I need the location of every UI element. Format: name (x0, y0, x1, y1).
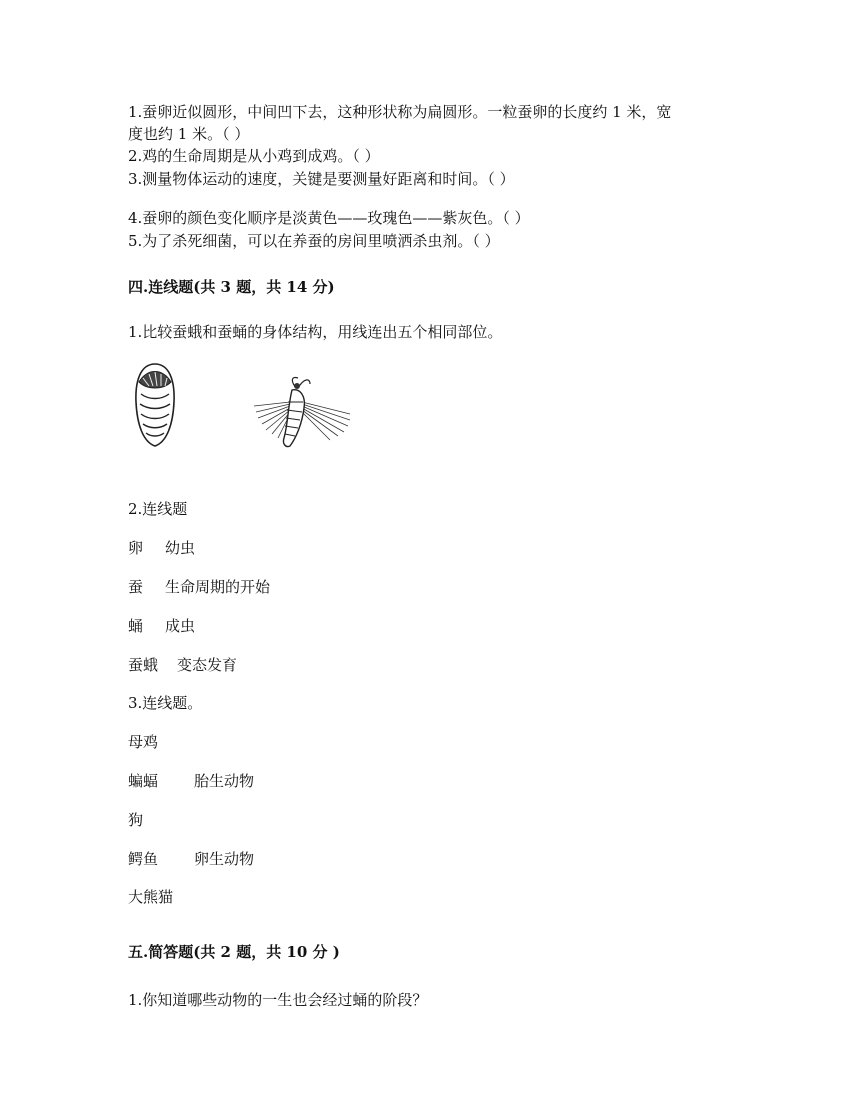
section-5-heading: 五.简答题(共 2 题，共 10 分 ) (128, 943, 340, 961)
tf-item-4: 4.蚕卵的颜色变化顺序是淡黄色——玫瑰色——紫灰色。（ ） (128, 209, 530, 227)
section-5-question-1: 1.你知道哪些动物的一生也会经过蛹的阶段？ (128, 991, 428, 1009)
q2-left-3: 蛹 (128, 617, 144, 635)
q2-left-1: 卵 (128, 539, 144, 557)
q2-row-2 (128, 576, 270, 598)
q3-right-4: 卵生动物 (194, 850, 255, 868)
q3-right-2: 胎生动物 (194, 772, 255, 790)
tf-item-1-line-1: 1.蚕卵近似圆形，中间凹下去，这种形状称为扁圆形。一粒蚕卵的长度约 1 米，宽 (128, 103, 672, 121)
silkworm-moth-icon (250, 372, 354, 452)
q3-left-1: 母鸡 (128, 733, 159, 751)
q2-row-3 (128, 615, 195, 637)
q3-row-2 (128, 770, 254, 792)
q2-right-1: 幼虫 (165, 539, 196, 557)
q2-row-1 (128, 537, 195, 559)
section-4-question-2: 2.连线题 (128, 500, 188, 518)
q3-left-5: 大熊猫 (128, 888, 174, 906)
section-4-question-1: 1.比较蚕蛾和蚕蛹的身体结构，用线连出五个相同部位。 (128, 323, 503, 341)
q3-left-3: 狗 (128, 811, 144, 829)
tf-item-2: 2.鸡的生命周期是从小鸡到成鸡。（ ） (128, 147, 380, 165)
q2-left-4: 蚕蛾 (128, 656, 159, 674)
q2-right-2: 生命周期的开始 (165, 578, 271, 596)
q3-row-5 (128, 886, 173, 908)
tf-item-5: 5.为了杀死细菌，可以在养蚕的房间里喷洒杀虫剂。（ ） (128, 232, 500, 250)
q3-left-4: 鳄鱼 (128, 850, 159, 868)
tf-item-1-line-2: 度也约 1 米。（ ） (128, 125, 250, 143)
q2-right-3: 成虫 (165, 617, 196, 635)
tf-item-3: 3.测量物体运动的速度，关键是要测量好距离和时间。（ ） (128, 170, 515, 188)
q3-left-2: 蝙蝠 (128, 772, 159, 790)
section-4-heading: 四.连线题(共 3 题，共 14 分) (128, 278, 335, 296)
q3-row-1 (128, 731, 158, 753)
q2-right-4: 变态发育 (177, 656, 238, 674)
q2-row-4 (128, 654, 237, 676)
section-4-question-3: 3.连线题。 (128, 694, 203, 712)
q2-left-2: 蚕 (128, 578, 144, 596)
silkworm-pupa-icon (133, 362, 177, 448)
q3-row-4 (128, 848, 254, 870)
q3-row-3 (128, 809, 143, 831)
